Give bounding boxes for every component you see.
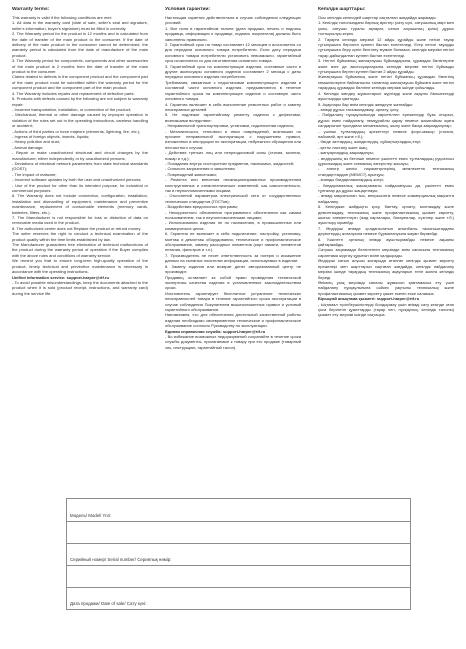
paragraph: - қатты ластану және шаң; [318,144,368,150]
paragraph: - Действия третьих лиц или непреодолимой силы (стихия, молния, пожар и т.д.); [165,150,301,161]
paragraph: - Use of the product for other than its intended purpose, for industrial or commercial purposes. [12,182,148,193]
paragraph: 6. Гарантия не включает в себя подключение, настройку, установку, монтаж и демонтаж оборудования, техническое и профилактическое обслуживание, замену расходных элементов (карт памяти, элементов питания, фильтров и т.п.). [165,231,301,253]
paragraph: 3. The Warranty period for components, components and other accessories of the main product is 2 months from the date of transfer of the main product to the consumer. [12,58,148,75]
paragraph: 4. Кепілдік жөндеу жұмыстарын жүргізуді және ақаулы бөлшектерді ауыстыруды қамтиды. [318,90,454,102]
paragraph: 6. Кепілдікке жабдықты қосу, баптау, орнату, монтаждау және демонтаждау, техникалық және профилактикалық қызмет көрсету, шығыс элементтерін (жад карталары, батареялар, сүзгілер және т.б.) ауыстыру кірмейді. [318,204,454,226]
blank-field[interactable] [67,521,410,544]
warranty-column-english [12,7,148,467]
paragraph: Изготовитель гарантирует бесплатное устранение технических неисправностей товара в течение гарантийного срока эксплуатации в случае соблюдения Покупателем вышеизложенных правил и условий гарантийного обслуживания. [165,290,301,312]
paragraph: 3. Гарантийный срок на комплектующие изделия, составные части и другие аксессуары основного изделия составляет 2 месяца с даты передачи основного изделия потребителю. [165,63,301,80]
paragraph: - Отклонений параметров электрической сети от государственных технических стандартов (ГОСТов); [165,193,301,204]
paragraph: Продавец оставляет за собой право проведения технической экспертизы качества изделия в установленные законодательством сроки. [165,274,301,291]
column-title: Warranty terms: [12,7,50,12]
paragraph: - Ingress of foreign objects, insects, liquids; [12,133,90,139]
model-field[interactable] [67,499,410,522]
serial-number-label: Серийный номер/ Serial number/ Сериялық нөмір: [70,557,172,562]
paragraph: 1. Кепілдік талонындағы барлық өрістер (сату күні, сатушының мөрі мен қолы, сатушы туралы ақпарат, сатып алушының қолы) дұрыс толтырылуы керек. [318,20,454,37]
paragraph: The Manufacturer guarantees free elimination of technical malfunctions of the product during the warranty period of operation if the Buyer complies with the above rules and conditions of warranty service. [12,242,148,258]
paragraph: - Mechanical, thermal or other damage caused by improper operation in violation of the rules set out in the operating instructions, careless handling or accident; [12,112,148,129]
warranty-column-kazakh [318,7,454,467]
paragraph: - Некорректного обновления программного обеспечения как самим пользователем, так и неуполномоченными лицами; [165,209,301,221]
date-of-sale-label: Дата продажи/ Date of sale/ Сату күні: [70,601,147,606]
paragraph: 2. The Warranty period for the product is 12 months and is calculated from the date of transfer of the main product to the consumer. If the date of delivery of the main product to the consumer cannot be determined, the warranty period is calculated from the date of manufacture of the main product. [12,31,148,58]
paragraph: Жинақтаушы бұйымның және негізгі бұйымның құрамдас бөлігінің кемшіліктеріне байланысты талаптар жинақтаушы бұйымға және негізгі тауардың құрамдас бөлігіне кепілдік мерзімі ішінде қойылады. [318,74,454,91]
model-label: Модель/ Model/ Үлгі: [70,513,112,518]
paragraph: - Сильного загрязнения и запыления; [165,166,236,172]
serial-number-field[interactable] [67,543,410,566]
paragraph: - үшінші тұлғалардың әрекеттері немесе форс-мажор (стихия, найзағай, өрт және т.б.); [318,128,454,139]
paragraph: 5. Не подлежат гарантийному ремонту изделия с дефектами, возникшими вследствие: [165,112,301,123]
paragraph: - Использования изделия не по назначению, в промышленных или коммерческих целях. [165,220,301,231]
paragraph: - Incorrect transportation, installation, or connection of the product; [12,106,131,112]
paragraph: This warranty is valid if the following conditions are met: [12,15,112,20]
paragraph: 5. Ақаулары бар өнім кепілдік жөндеуге жатпайды: [318,101,414,107]
paragraph: 7. Производитель не несет ответственность за потерю и искажение данных на съемных носителях информации, используемых в изделии. [165,252,301,264]
support-line: Единая справочная служба: support-harper@rtf.ru [165,328,266,334]
paragraph: 6. The Warranty does not include connection, configuration, installation, installation and dismantling of equipment, maintenance and preventive maintenance, replacement of consumable elements (memory cards, batteries, filters, etc.). [12,193,148,215]
paragraph: 2. Тауарға кепілдік мерзімі 12 айды құрайды және негізгі тауар тұтынушыға берілген күннен бастап есептеледі. Егер негізгі тауарды тұтынушыға беру күнін белгілеу мүмкін болмаса, кепілдік мерзімі негізгі тауар дайындалған күннен бастап есептеледі. [318,36,454,58]
paragraph: 4. Гарантия включает в себя выполнение ремонтных работ и замену неисправных деталей. [165,101,301,112]
column-title: Условия гарантии: [165,7,211,12]
paragraph: - жануарлардың зақымдануы; [318,150,374,156]
warranty-card-form [66,498,411,610]
paragraph: - бөгде заттардың, жәндіктердің, сұйықтықтардың енуі; [318,139,422,145]
paragraph: - Во избежание возможных недоразумений сохраняйте в течение срока службы документы, прилагаемые к товару при его продаже (товарный чек, инструкцию, гарантийный талон). [165,333,301,350]
paragraph: 3. Негізгі бұйымның жинақтаушы бұйымдарына, құрамдас бөліктеріне және өзге де аксессуарларына кепілдік мерзімі негізгі бұйымды тұтынушыға берген күннен бастап 2 айды құрайды. [318,58,454,75]
paragraph: The seller reserves the right to conduct a technical examination of the product quality within the time limits established by law. [12,231,148,242]
paragraph: Требования, связанные с недостатками комплектующего изделия и составной части основного изделия, предъявляются в течение гарантийного срока на комплектующее изделие и составную часть основного товара. [165,79,301,102]
blank-field[interactable] [67,565,410,588]
paragraph: 1. All data in the warranty card (date of sale, seller's seal and signature, seller's information, buyer's signature) must be filled in correctly. [12,20,148,31]
paragraph: - Повреждений животными; [165,171,217,177]
paragraph: - өнімді мақсатынан тыс, өнеркәсіптік немесе коммерциялық мақсатта пайдалану. [318,193,454,204]
paragraph: - өндірушінің өз бетінше немесе уәкілетті емес тұлғалардың рұқсатсыз құрылымдық және схемалық өзгерістер жасауы; [318,155,454,166]
paragraph: Claims related to defects in the component product and the component part of the main product must be submitted within the warranty period for the component product and the component part of the main product. [12,74,148,91]
paragraph: 1. Все поля в гарантийном талоне (дата продажи, печать и подпись продавца, информация о продавце, подпись покупателя) должны быть заполнены правильно. [165,25,301,42]
paragraph: Сатушы заңнамада белгіленген мерзімде өнім сапасына техникалық сараптама жүргізу құқығын өзіне қалдырады. [318,247,454,258]
paragraph: - Воздействия вредоносных программ; [165,204,238,210]
paragraph: - Механического, теплового и иных повреждений, возникших по причине неправильной эксплуатации с нарушением правил, изложенных в инструкции по эксплуатации, небрежного обращения или несчастного случая; [165,128,301,150]
paragraph: - Попадания внутрь посторонних предметов, насекомых, жидкостей; [165,160,295,166]
paragraph: - Animal damage; [12,144,44,150]
paragraph: 8. Уәкілетті орталық өнімді ауыстырмайды немесе ақшаны қайтармайды. [318,236,454,248]
date-of-sale-field[interactable] [67,587,410,609]
paragraph: - Heavy pollution and dust; [12,139,60,145]
warranty-column-russian [165,7,301,467]
paragraph: Напоминаем, что для обеспечения длительной качественной работы изделия необходимо своевременное техническое и профилактическое обслуживание согласно Руководству по эксплуатации. [165,312,301,329]
paragraph: - бағдарламалық жасақтаманы пайдаланушы да, уәкілетті емес тұлғалар да дұрыс жаңартпауы; [318,182,454,193]
paragraph: - Incorrect software updates by both the user and unauthorized persons; [12,177,142,183]
paragraph: 8. The authorized center does not Replace the product or refund money. [12,225,142,231]
paragraph: Өнімнің ұзақ мерзімді сапалы жұмысын қамтамасыз ету үшін пайдалану нұсқаулығына сәйкес уақтылы техникалық және профилактикалық қызмет көрсету қажет екенін еске саламыз. [318,279,454,296]
paragraph: - Пайдалану нұсқаулығында көрсетілген ережелерді бұза отырып, дұрыс емес пайдалану, немқұрайлы қарау немесе жазатайым оқиға салдарынан туындаған механикалық, жылу және басқа зақымданулар; [318,112,454,129]
paragraph: Настоящая гарантия действительна в случае соблюдения следующих условий: [165,15,301,26]
paragraph: - Ремонта или внесения несанкционированных производителем конструктивных и схемотехнических изменений, как самостоятельно, так и неуполномоченными лицами; [165,177,301,193]
paragraph: - электр желісі параметрлерінің мемлекеттік техникалық стандарттардан (МЕМСТ) ауытқуы; [318,166,454,177]
support-line: Unified information service: support-harper@rtf.ru [12,274,110,280]
paragraph: 5. Products with defects caused by the following are not subject to warranty repair: [12,96,148,107]
paragraph: - Ықтимал түсінбеушіліктерді болдырмау үшін өнімді сату кезінде оған қоса берілетін құжаттарды (тауар чегі, нұсқаулық, кепілдік талоны) қызмет ету мерзімі ішінде сақтаңыз. [318,301,454,318]
warranty-text-area [12,7,454,467]
column-title: Кепілдік шарттары: [318,7,366,12]
paragraph: 4. The Warranty includes repairs and replacement of defective parts. [12,90,135,96]
support-line: Бірыңғай анықтама қызметі: support-harper@rtf.ru [318,296,420,302]
paragraph: - Actions of third parties or force majeure (elements, lightning, fire, etc.); [12,128,141,134]
paragraph: Өндіруші сатып алушы жоғарыда аталған кепілдік қызмет көрсету ережелері мен шарттарын сақтаған жағдайда, кепілдік пайдалану мерзімі ішінде тауардың техникалық ақауларын тегін жоюға кепілдік береді. [318,258,454,280]
paragraph: - зиянды бағдарламалардың әсері; [318,177,384,183]
paragraph: - Repair or make unauthorized structural and circuit changes by the manufacturer, either independently or by unauthorized persons; [12,150,148,161]
paragraph: - Неправильной транспортировки, установки, подключения изделия; [165,123,294,129]
paragraph: 2. Гарантийный срок на товар составляет 12 месяцев и исчисляется со дня передачи основного товара потребителю. Если дату передачи основного товара потребителю установить невозможно, гарантийный срок исчисляется со дня изготовления основного товара. [165,42,301,64]
paragraph: 7. Өндіруші өнімде қолданылатын алынбалы тасығыштардағы деректердің жоғалуына немесе бұрмалануына жауап бермейді. [318,225,454,237]
paragraph: Осы кепілдік келесідей шарттар сақталған жағдайда жарамды: [318,15,437,20]
paragraph: - The impact of malware; [12,171,57,177]
paragraph: We remind you that to ensure long-term high-quality operation of the product, timely technical and preventive maintenance is necessary in accordance with the operating instructions. [12,258,148,275]
paragraph: - Deviations of electrical network parameters from state technical standards (GOST); [12,160,148,172]
paragraph: - To avoid possible misunderstandings, keep the documents attached to the product when it is sold (product receipt, instructions, and warranty card) during the service life. [12,279,148,296]
paragraph: 8. Замену изделия или возврат денег авторизованный центр не производит. [165,263,301,275]
paragraph: 7. The Manufacturer is not responsible for loss or distortion of data on removable media used in the product. [12,215,148,226]
paragraph: - өнімді дұрыс тасымалдамау, орнату, қосу; [318,106,400,112]
